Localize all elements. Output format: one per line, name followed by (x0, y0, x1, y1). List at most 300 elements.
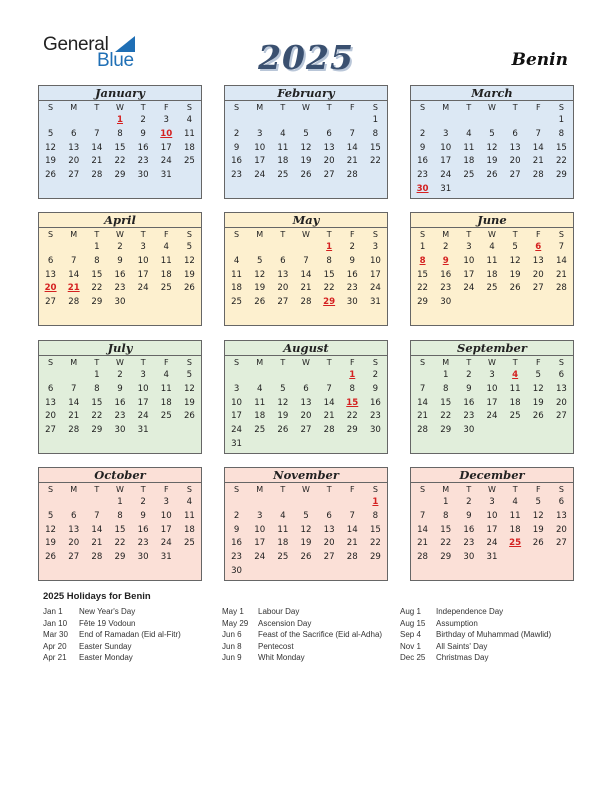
empty-cell (248, 241, 271, 255)
day-cell: 29 (417, 297, 429, 308)
empty-cell (39, 241, 62, 255)
day-cell: 26 (532, 411, 544, 422)
holiday-date: Apr 20 (43, 641, 67, 651)
day-cell: 3 (372, 242, 379, 252)
day-grid (225, 369, 387, 452)
holiday-date: Sep 4 (400, 630, 421, 640)
weekday-label: S (558, 103, 564, 112)
day-cell: 22 (114, 538, 126, 549)
holiday-date: Nov 1 (400, 641, 421, 651)
day-cell: 19 (45, 538, 57, 549)
day-grid (411, 114, 573, 197)
day-cell: 28 (91, 552, 103, 563)
day-cell: 8 (349, 383, 355, 394)
holiday-name: End of Ramadan (Eid al-Fitr) (79, 630, 181, 640)
month-title: October (39, 468, 201, 483)
holiday-name: Birthday of Muhammad (Mawlid) (436, 630, 552, 640)
day-cell: 24 (254, 170, 266, 181)
holiday-name: All Saints' Day (436, 641, 488, 651)
day-cell: 12 (532, 510, 544, 521)
day-cell: 20 (45, 411, 57, 422)
holiday-day-cell: 20 (44, 283, 57, 294)
weekday-label: F (349, 230, 355, 239)
day-cell: 20 (532, 269, 544, 280)
weekday-label: S (186, 358, 192, 367)
holiday-date: Aug 1 (400, 607, 421, 616)
day-cell: 11 (277, 524, 289, 535)
holiday-name: Pentecost (258, 641, 294, 651)
day-cell: 18 (231, 283, 243, 294)
weekday-label: F (163, 358, 169, 367)
day-cell: 14 (300, 269, 312, 280)
holiday-row (222, 652, 382, 664)
day-cell: 18 (160, 269, 172, 280)
day-cell: 13 (532, 255, 544, 266)
day-cell: 5 (186, 242, 193, 252)
day-cell: 2 (442, 242, 449, 252)
day-cell: 25 (160, 283, 172, 294)
day-cell: 2 (117, 370, 123, 380)
day-cell: 22 (91, 411, 103, 422)
day-cell: 11 (509, 510, 521, 521)
day-cell: 29 (91, 297, 103, 308)
day-cell: 22 (555, 156, 567, 167)
weekday-label: F (349, 358, 355, 367)
brand-name-general: General (43, 34, 109, 55)
day-cell: 29 (555, 170, 567, 181)
day-cell: 17 (463, 269, 475, 280)
holiday-name: Ascension Day (258, 618, 312, 628)
weekday-label: S (48, 103, 54, 112)
month-title: January (39, 86, 201, 101)
month-title: September (411, 341, 573, 356)
day-cell: 31 (231, 438, 243, 449)
day-cell: 14 (555, 255, 567, 266)
weekday-label: S (48, 358, 54, 367)
day-cell: 8 (442, 510, 449, 521)
day-cell: 31 (137, 425, 149, 436)
day-cell: 7 (349, 128, 355, 139)
day-cell: 31 (369, 297, 381, 308)
weekday-label: S (234, 103, 240, 112)
weekday-label: S (186, 103, 192, 112)
day-cell: 24 (160, 538, 172, 549)
empty-cell (457, 114, 480, 128)
day-cell: 1 (558, 115, 565, 125)
holiday-name: Labour Day (258, 607, 300, 616)
holiday-row (43, 629, 181, 641)
day-cell: 28 (555, 283, 567, 294)
day-cell: 24 (369, 283, 381, 294)
empty-cell (248, 369, 271, 383)
day-cell: 6 (512, 128, 518, 139)
day-cell: 28 (68, 425, 80, 436)
day-cell: 6 (326, 510, 332, 521)
day-cell: 19 (300, 156, 312, 167)
day-cell: 12 (254, 269, 266, 280)
day-cell: 22 (440, 538, 452, 549)
day-cell: 31 (486, 552, 498, 563)
day-cell: 30 (137, 170, 149, 181)
day-cell: 30 (463, 425, 475, 436)
day-cell: 1 (372, 115, 379, 125)
day-cell: 6 (303, 383, 309, 394)
holiday-row (400, 618, 551, 630)
holiday-day-cell: 25 (509, 538, 522, 549)
day-cell: 27 (532, 283, 544, 294)
holiday-date: Mar 30 (43, 630, 68, 640)
weekday-label: T (326, 485, 332, 494)
day-cell: 26 (277, 425, 289, 436)
weekday-label: S (234, 358, 240, 367)
weekday-label: T (466, 103, 472, 112)
weekday-label: W (488, 485, 496, 494)
day-cell: 27 (277, 297, 289, 308)
day-cell: 10 (440, 142, 452, 153)
weekday-label: F (163, 485, 169, 494)
day-cell: 15 (114, 142, 126, 153)
holiday-name: Easter Monday (79, 653, 133, 663)
empty-cell (294, 496, 317, 510)
day-cell: 10 (137, 383, 149, 394)
day-cell: 23 (369, 411, 381, 422)
day-cell: 5 (280, 383, 286, 394)
day-cell: 22 (91, 283, 103, 294)
empty-cell (271, 496, 294, 510)
day-grid (225, 114, 387, 183)
weekday-header (411, 483, 573, 496)
day-cell: 3 (140, 370, 146, 380)
month-may (224, 212, 388, 326)
day-cell: 14 (532, 142, 544, 153)
weekday-label: T (140, 485, 146, 494)
holiday-row (43, 618, 181, 630)
day-cell: 17 (369, 269, 381, 280)
weekday-label: S (372, 230, 378, 239)
weekday-label: F (349, 485, 355, 494)
day-cell: 25 (277, 170, 289, 181)
empty-cell (225, 241, 248, 255)
day-cell: 8 (442, 383, 449, 394)
day-cell: 24 (160, 156, 172, 167)
brand-name-blue: Blue (97, 50, 134, 71)
day-cell: 2 (466, 370, 472, 380)
day-cell: 15 (417, 269, 429, 280)
day-cell: 30 (463, 552, 475, 563)
day-grid (39, 369, 201, 438)
day-cell: 22 (114, 156, 126, 167)
holiday-row (222, 606, 382, 618)
day-cell: 23 (231, 552, 243, 563)
day-cell: 13 (45, 269, 57, 280)
weekday-label: S (48, 230, 54, 239)
holidays-title: 2025 Holidays for Benin (43, 591, 151, 602)
weekday-label: W (302, 230, 310, 239)
day-cell: 11 (231, 269, 243, 280)
weekday-label: S (372, 358, 378, 367)
month-february (224, 85, 388, 199)
day-cell: 28 (323, 425, 335, 436)
day-cell: 2 (140, 115, 146, 125)
day-cell: 5 (303, 510, 309, 521)
day-cell: 27 (300, 425, 312, 436)
day-cell: 14 (417, 397, 429, 408)
day-cell: 12 (45, 524, 57, 535)
weekday-label: S (372, 485, 378, 494)
day-cell: 15 (91, 269, 103, 280)
month-march (410, 85, 574, 199)
day-cell: 21 (91, 538, 103, 549)
weekday-label: W (116, 358, 124, 367)
day-cell: 7 (326, 383, 332, 394)
empty-cell (39, 496, 62, 510)
country-name: Benin (511, 50, 568, 70)
holiday-row (222, 618, 382, 630)
holiday-date: Jun 6 (222, 630, 242, 640)
day-cell: 17 (231, 411, 243, 422)
day-cell: 7 (558, 242, 565, 252)
holiday-date: Jan 1 (43, 607, 63, 616)
holiday-date: May 1 (222, 607, 244, 616)
empty-cell (248, 496, 271, 510)
weekday-label: S (420, 103, 426, 112)
weekday-label: M (70, 485, 78, 494)
day-cell: 5 (256, 255, 263, 266)
holiday-row (400, 629, 551, 641)
weekday-label: S (420, 230, 426, 239)
holiday-column (400, 606, 551, 664)
weekday-label: W (302, 103, 310, 112)
day-cell: 30 (231, 565, 243, 576)
day-cell: 27 (45, 297, 57, 308)
day-cell: 10 (463, 255, 475, 266)
weekday-header (39, 101, 201, 114)
day-cell: 9 (349, 255, 355, 266)
day-cell: 17 (137, 397, 149, 408)
day-cell: 3 (140, 242, 146, 252)
day-cell: 21 (417, 538, 429, 549)
month-title: March (411, 86, 573, 101)
weekday-header (411, 101, 573, 114)
day-cell: 26 (509, 283, 521, 294)
day-cell: 27 (555, 538, 567, 549)
day-cell: 21 (417, 411, 429, 422)
day-cell: 17 (254, 156, 266, 167)
weekday-header (225, 101, 387, 114)
day-cell: 8 (94, 383, 100, 394)
day-cell: 25 (160, 411, 172, 422)
day-cell: 6 (70, 128, 77, 139)
empty-cell (294, 241, 317, 255)
day-cell: 10 (160, 510, 172, 521)
weekday-label: T (94, 103, 100, 112)
day-cell: 5 (489, 128, 495, 139)
holiday-date: May 29 (222, 618, 249, 628)
month-july (38, 340, 202, 454)
day-cell: 20 (323, 156, 335, 167)
weekday-label: F (535, 230, 541, 239)
day-cell: 5 (512, 242, 518, 252)
day-cell: 7 (419, 383, 426, 394)
day-cell: 2 (419, 128, 426, 139)
day-cell: 13 (68, 142, 80, 153)
month-august (224, 340, 388, 454)
day-cell: 19 (532, 524, 544, 535)
day-cell: 28 (346, 170, 358, 181)
day-cell: 18 (277, 538, 289, 549)
day-cell: 27 (323, 552, 335, 563)
empty-cell (271, 241, 294, 255)
weekday-label: W (488, 230, 496, 239)
day-cell: 7 (419, 510, 426, 521)
day-cell: 20 (555, 397, 567, 408)
day-cell: 10 (254, 142, 266, 153)
day-cell: 18 (509, 397, 521, 408)
holiday-name: Christmas Day (436, 653, 489, 663)
weekday-label: S (186, 230, 192, 239)
day-cell: 27 (45, 425, 57, 436)
day-cell: 16 (417, 156, 429, 167)
weekday-label: F (163, 230, 169, 239)
weekday-label: S (234, 230, 240, 239)
day-cell: 16 (231, 156, 243, 167)
day-cell: 19 (509, 269, 521, 280)
empty-cell (318, 114, 341, 128)
day-cell: 4 (280, 510, 286, 521)
day-cell: 1 (419, 242, 426, 252)
weekday-label: F (535, 485, 541, 494)
weekday-label: F (535, 103, 541, 112)
day-cell: 2 (466, 497, 472, 507)
day-grid (39, 241, 201, 310)
empty-cell (225, 496, 248, 510)
day-cell: 2 (117, 242, 123, 252)
day-cell: 7 (94, 128, 100, 139)
day-cell: 1 (442, 370, 449, 380)
day-cell: 23 (137, 538, 149, 549)
day-cell: 7 (303, 255, 309, 266)
day-cell: 14 (91, 142, 103, 153)
day-cell: 15 (440, 524, 452, 535)
day-cell: 25 (183, 156, 195, 167)
empty-cell (271, 369, 294, 383)
holiday-day-cell: 4 (512, 370, 519, 380)
day-cell: 12 (45, 142, 57, 153)
day-cell: 15 (114, 524, 126, 535)
day-cell: 29 (114, 170, 126, 181)
day-cell: 18 (183, 524, 195, 535)
day-cell: 11 (509, 383, 521, 394)
weekday-label: M (70, 103, 78, 112)
day-cell: 13 (323, 524, 335, 535)
day-cell: 31 (160, 170, 172, 181)
day-cell: 14 (417, 524, 429, 535)
day-cell: 18 (463, 156, 475, 167)
day-cell: 28 (68, 297, 80, 308)
day-cell: 15 (323, 269, 335, 280)
day-cell: 12 (509, 255, 521, 266)
calendar-year: 2025 (258, 38, 354, 77)
day-cell: 16 (463, 524, 475, 535)
day-cell: 23 (463, 538, 475, 549)
day-cell: 15 (440, 397, 452, 408)
day-cell: 24 (231, 425, 243, 436)
weekday-label: M (256, 103, 264, 112)
day-cell: 12 (277, 397, 289, 408)
day-cell: 9 (466, 510, 472, 521)
weekday-header (411, 356, 573, 369)
weekday-label: W (488, 103, 496, 112)
holiday-name: Whit Monday (258, 653, 305, 663)
day-cell: 4 (489, 242, 495, 252)
empty-cell (271, 114, 294, 128)
weekday-label: S (420, 358, 426, 367)
day-cell: 30 (440, 297, 452, 308)
day-cell: 7 (535, 128, 541, 139)
weekday-label: W (116, 230, 124, 239)
day-cell: 17 (137, 269, 149, 280)
weekday-label: T (466, 485, 472, 494)
day-cell: 14 (323, 397, 335, 408)
month-title: April (39, 213, 201, 228)
weekday-label: T (280, 485, 286, 494)
weekday-label: T (512, 103, 518, 112)
day-cell: 23 (346, 283, 358, 294)
day-grid (225, 496, 387, 579)
holiday-name: Assumption (436, 618, 478, 628)
holiday-name: Independence Day (436, 607, 504, 616)
weekday-label: M (442, 485, 450, 494)
day-cell: 28 (417, 425, 429, 436)
holiday-name: Fête 19 Vodoun (79, 618, 136, 628)
day-cell: 12 (183, 383, 195, 394)
day-cell: 13 (323, 142, 335, 153)
day-cell: 17 (440, 156, 452, 167)
day-cell: 4 (186, 497, 193, 507)
day-cell: 9 (233, 524, 240, 535)
weekday-label: T (280, 103, 286, 112)
day-cell: 30 (369, 425, 381, 436)
day-cell: 27 (68, 552, 80, 563)
weekday-label: S (558, 358, 564, 367)
day-cell: 24 (486, 411, 498, 422)
day-cell: 16 (346, 269, 358, 280)
weekday-label: T (140, 103, 146, 112)
day-cell: 4 (466, 128, 472, 139)
day-cell: 3 (489, 370, 495, 380)
empty-cell (248, 114, 271, 128)
day-cell: 25 (231, 297, 243, 308)
day-cell: 29 (369, 552, 381, 563)
day-cell: 23 (440, 283, 452, 294)
holiday-date: Jan 10 (43, 618, 68, 628)
day-cell: 5 (47, 128, 54, 139)
day-cell: 18 (254, 411, 266, 422)
day-cell: 23 (114, 411, 126, 422)
holiday-column (43, 606, 181, 664)
day-cell: 3 (442, 128, 449, 139)
holiday-day-cell: 1 (117, 115, 123, 125)
month-title: August (225, 341, 387, 356)
weekday-label: S (420, 485, 426, 494)
weekday-label: S (372, 103, 378, 112)
month-title: November (225, 468, 387, 483)
day-cell: 16 (114, 397, 126, 408)
day-cell: 9 (372, 383, 379, 394)
weekday-label: M (256, 485, 264, 494)
day-cell: 28 (300, 297, 312, 308)
empty-cell (318, 496, 341, 510)
